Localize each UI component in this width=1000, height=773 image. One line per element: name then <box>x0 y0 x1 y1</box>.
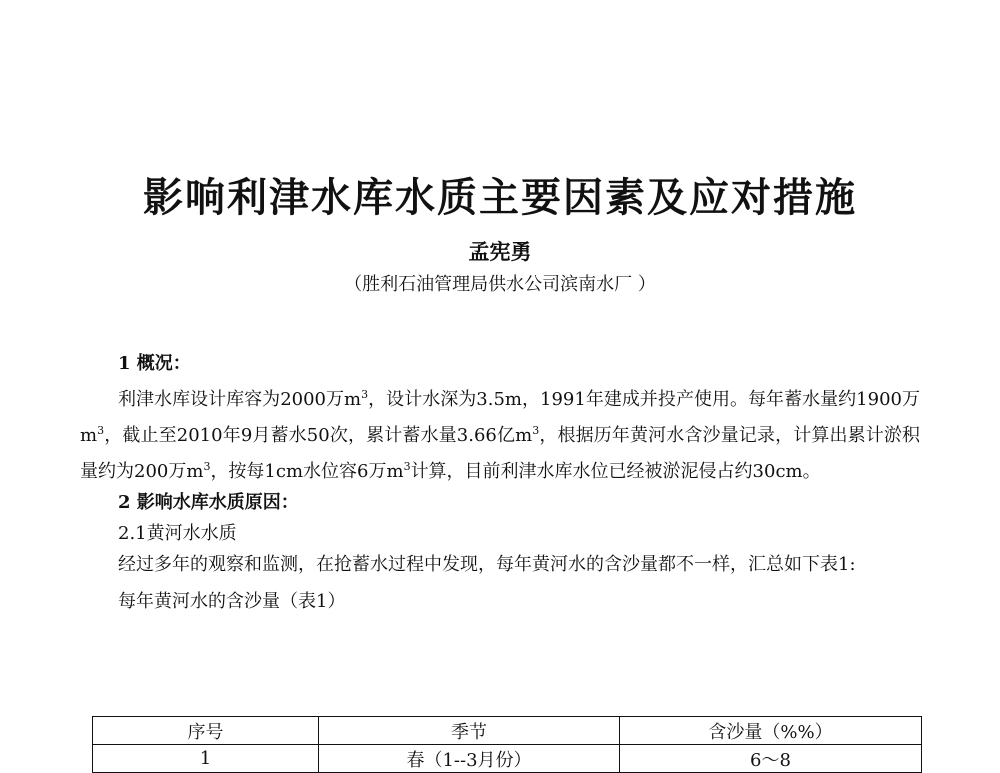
section-2-heading: 2 影响水库水质原因： <box>118 492 299 513</box>
cell-sediment: 6～8 <box>620 745 922 773</box>
superscript: 3 <box>403 460 411 473</box>
cell-season: 春（1--3月份） <box>319 745 620 773</box>
header-season: 季节 <box>319 717 620 745</box>
author-affiliation: （胜利石油管理局供水公司滨南水厂 ） <box>344 274 656 295</box>
text-run: 计算，目前利津水库水位已经被淤泥侵占约30cm。 <box>410 461 821 482</box>
text-run: ，截止至2010年9月蓄水50次，累计蓄水量3.66亿m <box>104 425 533 446</box>
superscript: 3 <box>203 460 211 473</box>
section-1-paragraph <box>80 379 920 487</box>
table-header-row <box>93 717 922 745</box>
table-row <box>93 745 922 773</box>
superscript: 3 <box>361 388 369 401</box>
text-run: ，按每1cm水位容6万m <box>210 461 404 482</box>
table-caption: 每年黄河水的含沙量（表1） <box>118 591 346 612</box>
header-sediment: 含沙量（%%） <box>620 717 922 745</box>
text-run: ，根据历年黄河水含沙量记录，计算出累计淤积量约为200万m <box>80 425 921 482</box>
document-title: 影响利津水库水质主要因素及应对措施 <box>143 174 857 221</box>
text-run: 利津水库设计库容为2000万m <box>118 389 362 410</box>
author-name: 孟宪勇 <box>468 239 532 264</box>
section-2-1-paragraph: 经过多年的观察和监测，在抢蓄水过程中发现，每年黄河水的含沙量都不一样，汇总如下表1: <box>118 554 856 575</box>
superscript: 3 <box>97 424 105 437</box>
article-body <box>80 348 920 617</box>
superscript: 3 <box>532 424 540 437</box>
section-2-1-heading: 2.1黄河水水质 <box>118 523 237 544</box>
header-index: 序号 <box>93 717 319 745</box>
sediment-table <box>92 716 922 773</box>
cell-index: 1 <box>93 745 319 773</box>
text-run: ，设计水深为3.5m，1991年建成并投产使用。每年蓄水量约1900万m <box>80 389 920 446</box>
section-1-heading: 1 概况： <box>118 353 191 374</box>
